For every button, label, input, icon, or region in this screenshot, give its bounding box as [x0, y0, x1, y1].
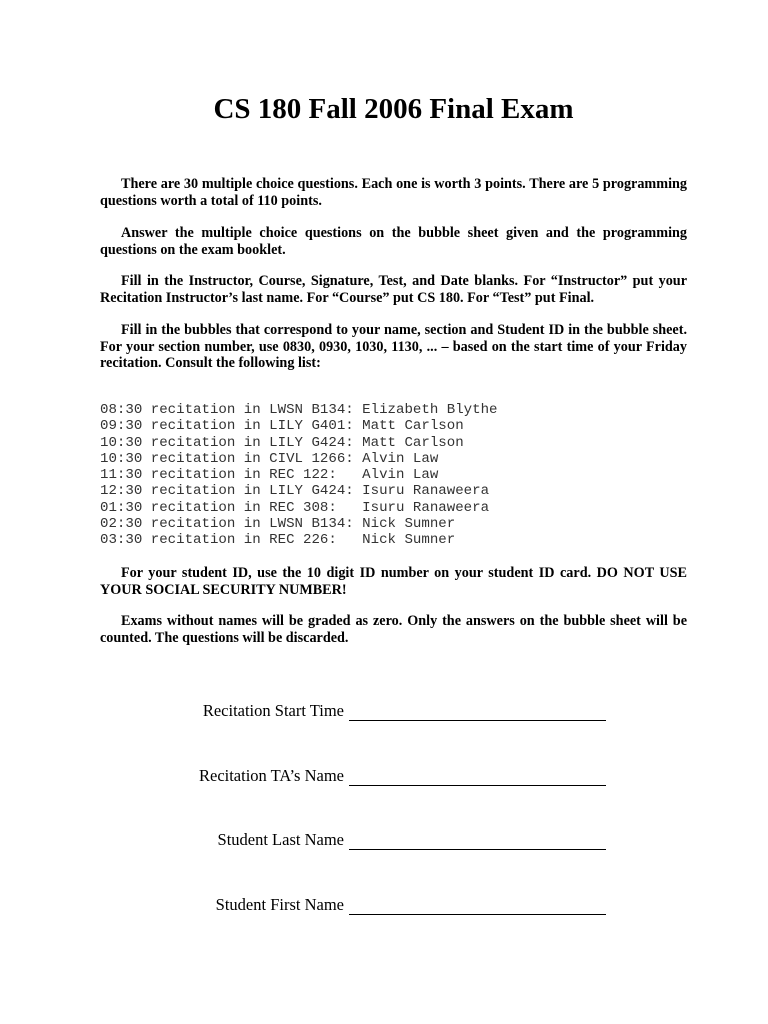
student-last-name-blank[interactable] — [349, 835, 606, 850]
recitation-start-time-field — [100, 697, 606, 723]
schedule-row: 01:30 recitation in REC 308: Isuru Ranaweera — [100, 499, 490, 516]
instructions-blanks: Fill in the Instructor, Course, Signature, Test, and Date blanks. For “Instructor” put your Recitation Instructor’s last name. For “Course” put CS 180. For “Test” put Final. — [100, 273, 687, 306]
instructions-bubbles: Fill in the bubbles that correspond to your name, section and Student ID in the bubble sheet. For your section number, use 0830, 0930, 1030, 1130, ... – based on the start time of your Friday recitation. Consult the following list: — [100, 322, 687, 371]
schedule-row: 02:30 recitation in LWSN B134: Nick Sumner — [100, 516, 456, 533]
recitation-ta-name-label: Recitation TA’s Name — [198, 766, 344, 785]
recitation-ta-name-blank[interactable] — [349, 771, 606, 786]
schedule-row: 03:30 recitation in REC 226: Nick Sumner — [100, 532, 456, 549]
schedule-row: 10:30 recitation in LILY G424: Matt Carlson — [100, 434, 464, 451]
recitation-ta-name-field — [100, 762, 606, 788]
student-first-name-field — [100, 891, 606, 917]
recitation-start-time-label: Recitation Start Time — [202, 701, 344, 720]
student-first-name-blank[interactable] — [349, 900, 606, 915]
schedule-row: 12:30 recitation in LILY G424: Isuru Ranaweera — [100, 483, 490, 500]
instructions-question-count: There are 30 multiple choice questions. Each one is worth 3 points. There are 5 programming questions worth a total of 110 points. — [100, 176, 687, 209]
schedule-row: 08:30 recitation in LWSN B134: Elizabeth Blythe — [100, 402, 498, 418]
page-title: CS 180 Fall 2006 Final Exam — [213, 93, 574, 125]
recitation-schedule — [100, 402, 687, 549]
schedule-row: 11:30 recitation in REC 122: Alvin Law — [100, 467, 439, 484]
recitation-start-time-blank[interactable] — [349, 706, 606, 721]
instructions-student-id: For your student ID, use the 10 digit ID number on your student ID card. DO NOT USE YOUR SOCIAL SECURITY NUMBER! — [100, 565, 687, 598]
instructions-answer-location: Answer the multiple choice questions on the bubble sheet given and the programming questions on the exam booklet. — [100, 225, 687, 258]
student-last-name-field — [100, 826, 606, 852]
schedule-row: 09:30 recitation in LILY G401: Matt Carlson — [100, 418, 464, 435]
student-last-name-label: Student Last Name — [217, 830, 344, 849]
instructions-grading: Exams without names will be graded as zero. Only the answers on the bubble sheet will be counted. The questions will be discarded. — [100, 613, 687, 646]
student-first-name-label: Student First Name — [215, 895, 344, 914]
schedule-row: 10:30 recitation in CIVL 1266: Alvin Law — [100, 450, 439, 467]
